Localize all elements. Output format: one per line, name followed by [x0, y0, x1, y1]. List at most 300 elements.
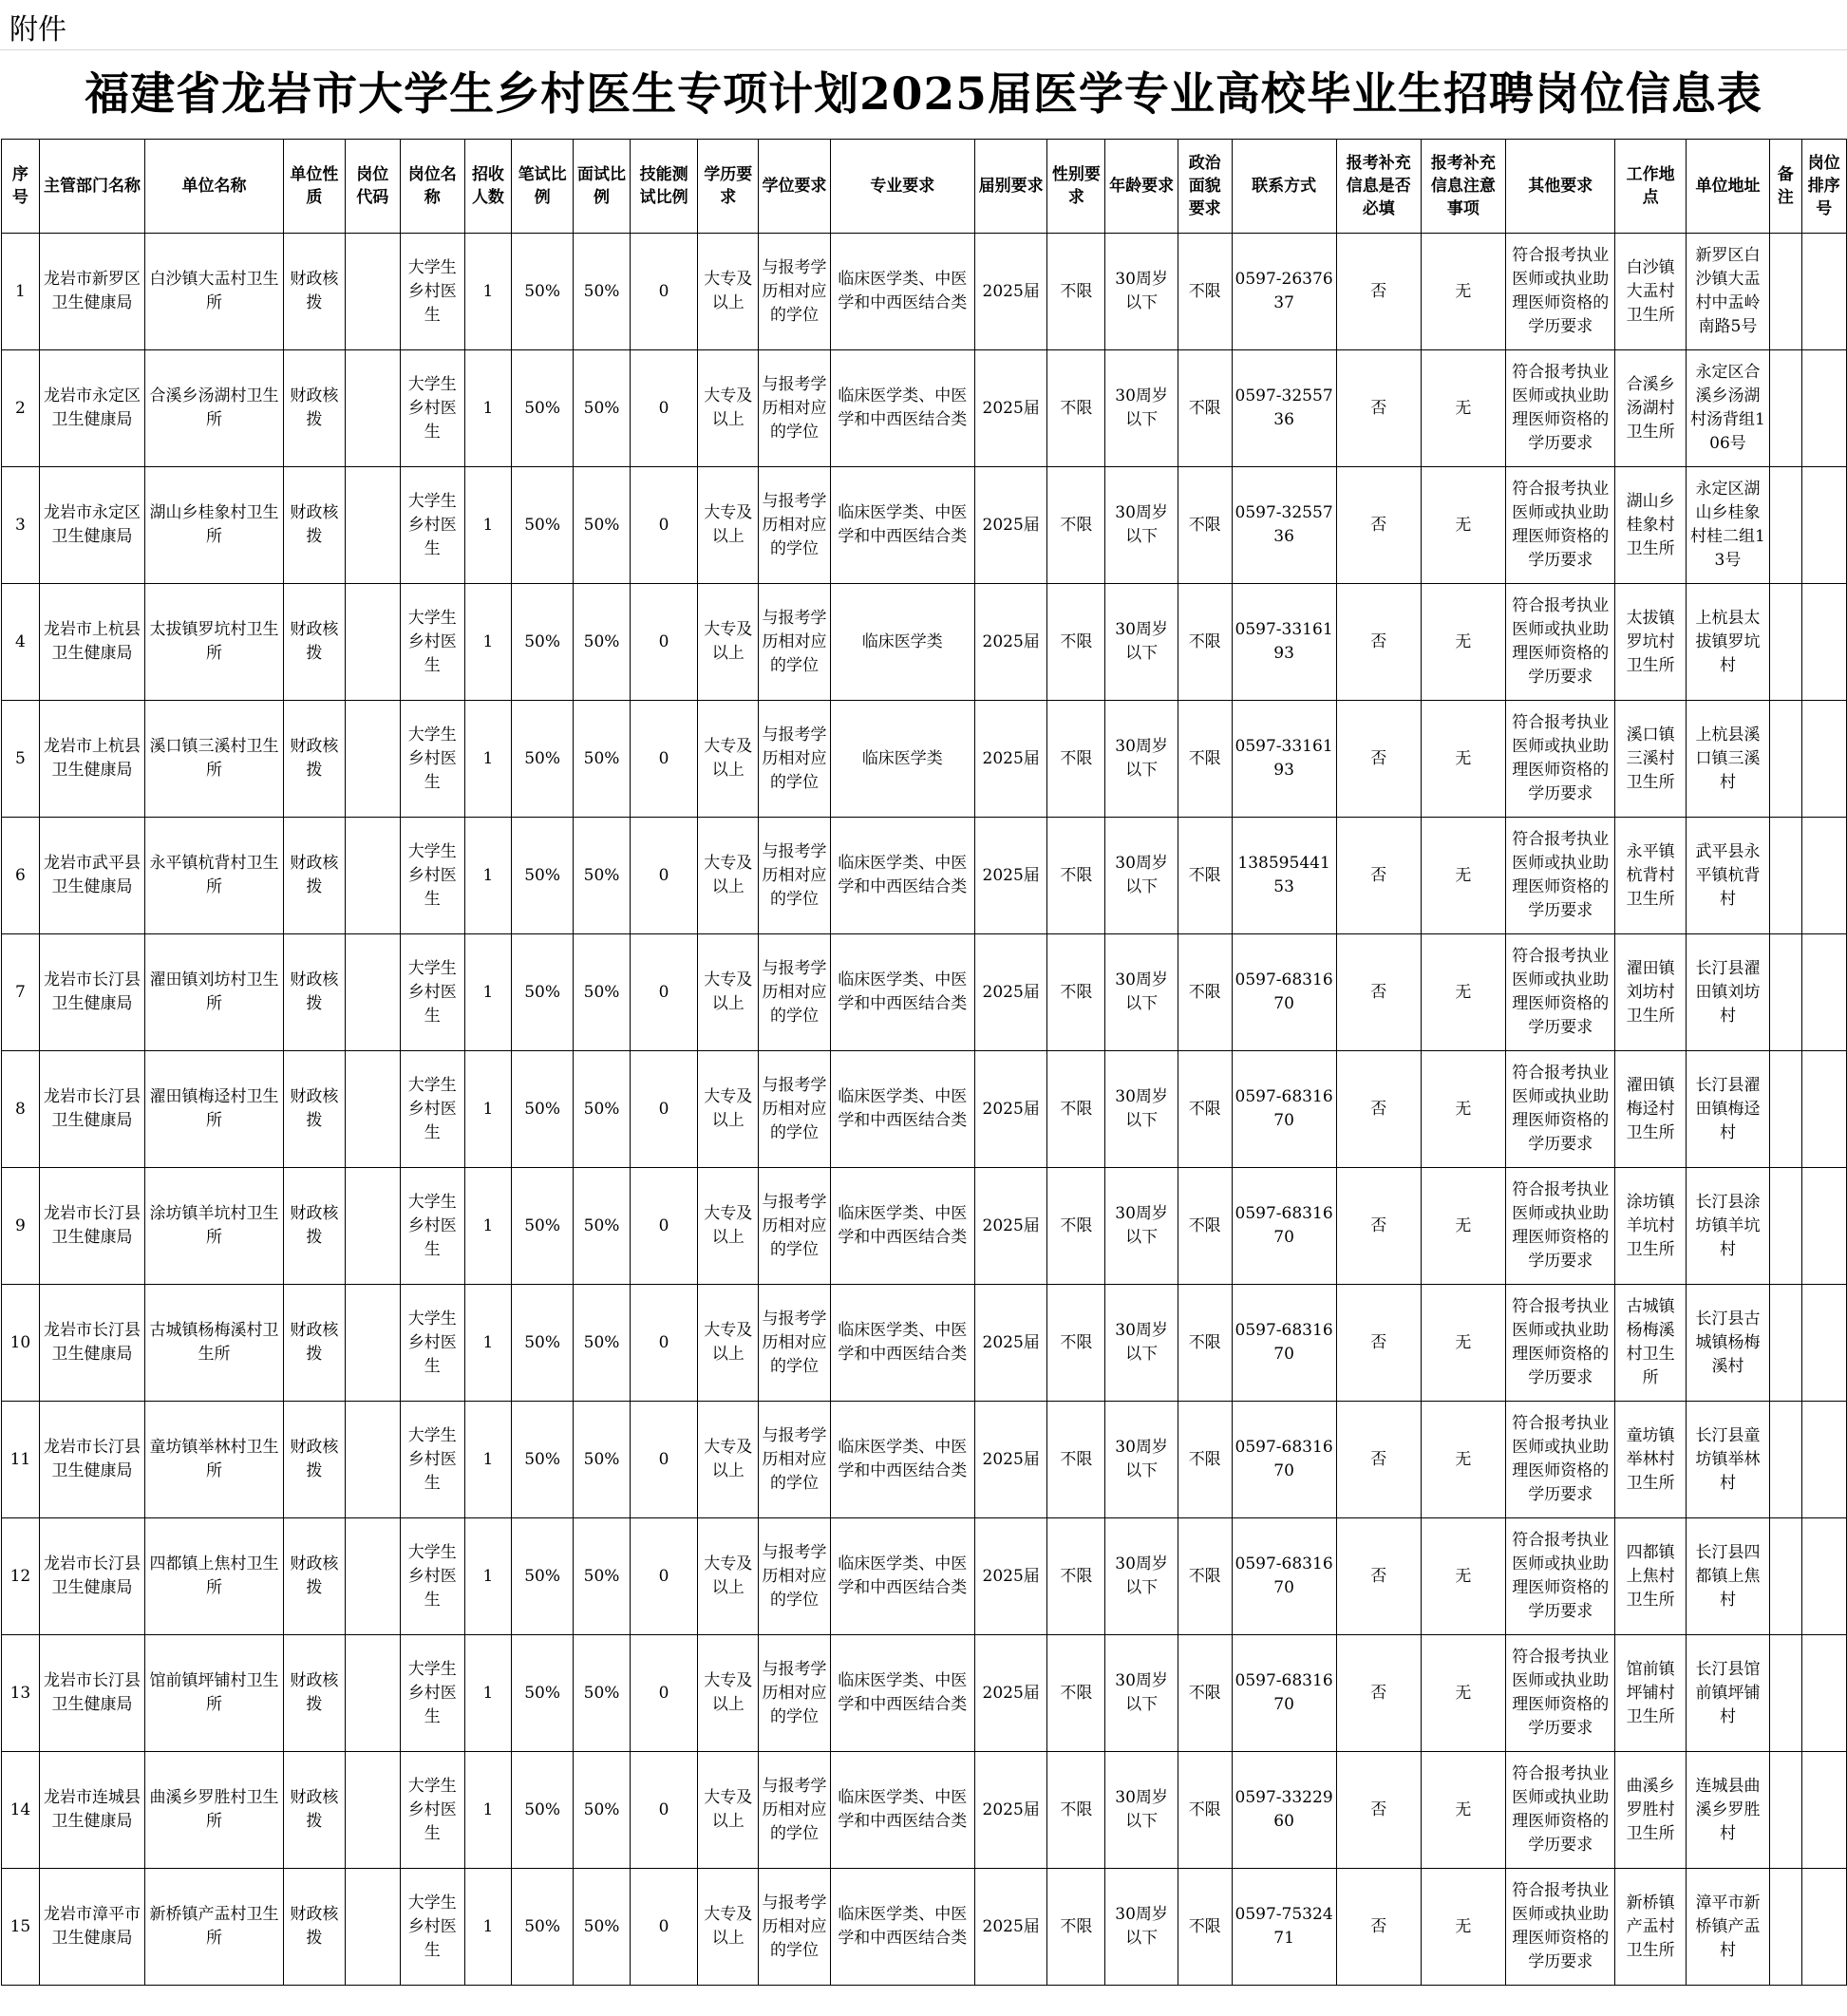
political-cell: 不限	[1178, 1752, 1232, 1869]
edu-cell: 大专及以上	[698, 467, 759, 584]
political-cell: 不限	[1178, 934, 1232, 1051]
workplace-cell: 涂坊镇羊坑村卫生所	[1615, 1168, 1686, 1285]
post-cell: 大学生乡村医生	[400, 934, 464, 1051]
remark-cell	[1770, 1752, 1802, 1869]
grad-cell: 2025届	[974, 584, 1047, 701]
dept-cell: 龙岩市新罗区卫生健康局	[39, 234, 144, 350]
gender-cell: 不限	[1047, 1635, 1105, 1752]
order-cell	[1801, 1752, 1846, 1869]
supp-notes-cell: 无	[1421, 1752, 1505, 1869]
workplace-cell: 四都镇上焦村卫生所	[1615, 1518, 1686, 1635]
unit-cell: 永平镇杭背村卫生所	[145, 818, 284, 934]
nature-cell: 财政核拨	[283, 1402, 345, 1518]
gender-cell: 不限	[1047, 1869, 1105, 1986]
order-cell	[1801, 1285, 1846, 1402]
dept-cell: 龙岩市长汀县卫生健康局	[39, 1285, 144, 1402]
degree-cell: 与报考学历相对应的学位	[759, 1869, 831, 1986]
gender-cell: 不限	[1047, 818, 1105, 934]
grad-cell: 2025届	[974, 818, 1047, 934]
political-cell: 不限	[1178, 1285, 1232, 1402]
header-dept: 主管部门名称	[39, 140, 144, 234]
grad-cell: 2025届	[974, 234, 1047, 350]
dept-cell: 龙岩市长汀县卫生健康局	[39, 1518, 144, 1635]
code-cell	[345, 1168, 400, 1285]
header-supp-notes: 报考补充信息注意事项	[1421, 140, 1505, 234]
degree-cell: 与报考学历相对应的学位	[759, 701, 831, 818]
post-cell: 大学生乡村医生	[400, 1869, 464, 1986]
num-cell: 1	[464, 1402, 511, 1518]
contact-cell: 0597-7532471	[1232, 1869, 1336, 1986]
political-cell: 不限	[1178, 467, 1232, 584]
workplace-cell: 新桥镇产盂村卫生所	[1615, 1869, 1686, 1986]
remark-cell	[1770, 1635, 1802, 1752]
supp-notes-cell: 无	[1421, 1051, 1505, 1168]
remark-cell	[1770, 818, 1802, 934]
written-ratio-cell: 50%	[512, 1402, 574, 1518]
header-written: 笔试比例	[512, 140, 574, 234]
skill-ratio-cell: 0	[630, 1518, 697, 1635]
edu-cell: 大专及以上	[698, 934, 759, 1051]
degree-cell: 与报考学历相对应的学位	[759, 1518, 831, 1635]
num-cell: 1	[464, 701, 511, 818]
grad-cell: 2025届	[974, 934, 1047, 1051]
supp-required-cell: 否	[1336, 701, 1421, 818]
dept-cell: 龙岩市长汀县卫生健康局	[39, 1168, 144, 1285]
num-cell: 1	[464, 1168, 511, 1285]
unit-cell: 童坊镇举林村卫生所	[145, 1402, 284, 1518]
table-row	[2, 1752, 1847, 1869]
degree-cell: 与报考学历相对应的学位	[759, 1635, 831, 1752]
nature-cell: 财政核拨	[283, 350, 345, 467]
skill-ratio-cell: 0	[630, 1402, 697, 1518]
other-req-cell: 符合报考执业医师或执业助理医师资格的学历要求	[1506, 934, 1615, 1051]
header-contact: 联系方式	[1232, 140, 1336, 234]
num-cell: 1	[464, 1635, 511, 1752]
supp-required-cell: 否	[1336, 234, 1421, 350]
age-cell: 30周岁以下	[1105, 234, 1178, 350]
num-cell: 1	[464, 934, 511, 1051]
skill-ratio-cell: 0	[630, 1869, 697, 1986]
skill-ratio-cell: 0	[630, 1051, 697, 1168]
seq-cell: 14	[2, 1752, 40, 1869]
annex-bar	[0, 0, 1847, 50]
degree-cell: 与报考学历相对应的学位	[759, 934, 831, 1051]
supp-notes-cell: 无	[1421, 234, 1505, 350]
remark-cell	[1770, 1051, 1802, 1168]
interview-ratio-cell: 50%	[574, 234, 631, 350]
written-ratio-cell: 50%	[512, 1518, 574, 1635]
unit-cell: 馆前镇坪铺村卫生所	[145, 1635, 284, 1752]
edu-cell: 大专及以上	[698, 1285, 759, 1402]
header-other: 其他要求	[1506, 140, 1615, 234]
grad-cell: 2025届	[974, 701, 1047, 818]
code-cell	[345, 818, 400, 934]
skill-ratio-cell: 0	[630, 934, 697, 1051]
table-row	[2, 934, 1847, 1051]
written-ratio-cell: 50%	[512, 467, 574, 584]
workplace-cell: 濯田镇刘坊村卫生所	[1615, 934, 1686, 1051]
other-req-cell: 符合报考执业医师或执业助理医师资格的学历要求	[1506, 1168, 1615, 1285]
supp-notes-cell: 无	[1421, 934, 1505, 1051]
major-cell: 临床医学类、中医学和中西医结合类	[830, 934, 974, 1051]
address-cell: 上杭县溪口镇三溪村	[1686, 701, 1769, 818]
address-cell: 长汀县古城镇杨梅溪村	[1686, 1285, 1769, 1402]
post-cell: 大学生乡村医生	[400, 1168, 464, 1285]
num-cell: 1	[464, 467, 511, 584]
political-cell: 不限	[1178, 1168, 1232, 1285]
address-cell: 新罗区白沙镇大盂村中盂岭南路5号	[1686, 234, 1769, 350]
seq-cell: 10	[2, 1285, 40, 1402]
written-ratio-cell: 50%	[512, 818, 574, 934]
num-cell: 1	[464, 1051, 511, 1168]
header-order: 岗位排序号	[1801, 140, 1846, 234]
gender-cell: 不限	[1047, 1285, 1105, 1402]
workplace-cell: 曲溪乡罗胜村卫生所	[1615, 1752, 1686, 1869]
major-cell: 临床医学类	[830, 701, 974, 818]
other-req-cell: 符合报考执业医师或执业助理医师资格的学历要求	[1506, 1051, 1615, 1168]
political-cell: 不限	[1178, 234, 1232, 350]
header-gender: 性别要求	[1047, 140, 1105, 234]
grad-cell: 2025届	[974, 467, 1047, 584]
gender-cell: 不限	[1047, 1518, 1105, 1635]
unit-cell: 濯田镇刘坊村卫生所	[145, 934, 284, 1051]
seq-cell: 3	[2, 467, 40, 584]
written-ratio-cell: 50%	[512, 350, 574, 467]
remark-cell	[1770, 467, 1802, 584]
contact-cell: 0597-6831670	[1232, 1402, 1336, 1518]
dept-cell: 龙岩市长汀县卫生健康局	[39, 1402, 144, 1518]
skill-ratio-cell: 0	[630, 818, 697, 934]
post-cell: 大学生乡村医生	[400, 1752, 464, 1869]
table-row	[2, 1635, 1847, 1752]
degree-cell: 与报考学历相对应的学位	[759, 1051, 831, 1168]
other-req-cell: 符合报考执业医师或执业助理医师资格的学历要求	[1506, 1635, 1615, 1752]
dept-cell: 龙岩市长汀县卫生健康局	[39, 1635, 144, 1752]
edu-cell: 大专及以上	[698, 234, 759, 350]
age-cell: 30周岁以下	[1105, 934, 1178, 1051]
written-ratio-cell: 50%	[512, 934, 574, 1051]
age-cell: 30周岁以下	[1105, 350, 1178, 467]
dept-cell: 龙岩市武平县卫生健康局	[39, 818, 144, 934]
header-supp-required: 报考补充信息是否必填	[1336, 140, 1421, 234]
major-cell: 临床医学类、中医学和中西医结合类	[830, 1285, 974, 1402]
contact-cell: 0597-6831670	[1232, 934, 1336, 1051]
age-cell: 30周岁以下	[1105, 701, 1178, 818]
dept-cell: 龙岩市上杭县卫生健康局	[39, 584, 144, 701]
edu-cell: 大专及以上	[698, 1051, 759, 1168]
nature-cell: 财政核拨	[283, 934, 345, 1051]
edu-cell: 大专及以上	[698, 1635, 759, 1752]
other-req-cell: 符合报考执业医师或执业助理医师资格的学历要求	[1506, 818, 1615, 934]
order-cell	[1801, 701, 1846, 818]
dept-cell: 龙岩市漳平市卫生健康局	[39, 1869, 144, 1986]
recruitment-table	[1, 139, 1847, 1986]
code-cell	[345, 1752, 400, 1869]
post-cell: 大学生乡村医生	[400, 350, 464, 467]
address-cell: 长汀县涂坊镇羊坑村	[1686, 1168, 1769, 1285]
remark-cell	[1770, 701, 1802, 818]
seq-cell: 2	[2, 350, 40, 467]
major-cell: 临床医学类、中医学和中西医结合类	[830, 1402, 974, 1518]
gender-cell: 不限	[1047, 1168, 1105, 1285]
workplace-cell: 濯田镇梅迳村卫生所	[1615, 1051, 1686, 1168]
address-cell: 长汀县馆前镇坪铺村	[1686, 1635, 1769, 1752]
nature-cell: 财政核拨	[283, 1285, 345, 1402]
written-ratio-cell: 50%	[512, 234, 574, 350]
dept-cell: 龙岩市连城县卫生健康局	[39, 1752, 144, 1869]
table-row	[2, 350, 1847, 467]
num-cell: 1	[464, 1869, 511, 1986]
interview-ratio-cell: 50%	[574, 584, 631, 701]
interview-ratio-cell: 50%	[574, 1869, 631, 1986]
remark-cell	[1770, 1402, 1802, 1518]
written-ratio-cell: 50%	[512, 1869, 574, 1986]
code-cell	[345, 1402, 400, 1518]
gender-cell: 不限	[1047, 1051, 1105, 1168]
skill-ratio-cell: 0	[630, 584, 697, 701]
major-cell: 临床医学类、中医学和中西医结合类	[830, 350, 974, 467]
supp-notes-cell: 无	[1421, 1168, 1505, 1285]
supp-notes-cell: 无	[1421, 1869, 1505, 1986]
table-row	[2, 1168, 1847, 1285]
degree-cell: 与报考学历相对应的学位	[759, 467, 831, 584]
remark-cell	[1770, 934, 1802, 1051]
supp-notes-cell: 无	[1421, 1518, 1505, 1635]
order-cell	[1801, 1635, 1846, 1752]
header-address: 单位地址	[1686, 140, 1769, 234]
age-cell: 30周岁以下	[1105, 1168, 1178, 1285]
table-row	[2, 1402, 1847, 1518]
age-cell: 30周岁以下	[1105, 1402, 1178, 1518]
other-req-cell: 符合报考执业医师或执业助理医师资格的学历要求	[1506, 234, 1615, 350]
header-age: 年龄要求	[1105, 140, 1178, 234]
seq-cell: 6	[2, 818, 40, 934]
age-cell: 30周岁以下	[1105, 584, 1178, 701]
unit-cell: 合溪乡汤湖村卫生所	[145, 350, 284, 467]
other-req-cell: 符合报考执业医师或执业助理医师资格的学历要求	[1506, 1402, 1615, 1518]
degree-cell: 与报考学历相对应的学位	[759, 1285, 831, 1402]
header-row	[2, 140, 1847, 234]
post-cell: 大学生乡村医生	[400, 234, 464, 350]
code-cell	[345, 701, 400, 818]
order-cell	[1801, 1869, 1846, 1986]
remark-cell	[1770, 234, 1802, 350]
dept-cell: 龙岩市长汀县卫生健康局	[39, 934, 144, 1051]
post-cell: 大学生乡村医生	[400, 1635, 464, 1752]
seq-cell: 1	[2, 234, 40, 350]
other-req-cell: 符合报考执业医师或执业助理医师资格的学历要求	[1506, 350, 1615, 467]
workplace-cell: 湖山乡桂象村卫生所	[1615, 467, 1686, 584]
table-body	[2, 234, 1847, 1986]
header-nature: 单位性质	[283, 140, 345, 234]
table-row	[2, 1869, 1847, 1986]
contact-cell: 0597-6831670	[1232, 1051, 1336, 1168]
political-cell: 不限	[1178, 701, 1232, 818]
other-req-cell: 符合报考执业医师或执业助理医师资格的学历要求	[1506, 1285, 1615, 1402]
other-req-cell: 符合报考执业医师或执业助理医师资格的学历要求	[1506, 701, 1615, 818]
supp-required-cell: 否	[1336, 1752, 1421, 1869]
seq-cell: 11	[2, 1402, 40, 1518]
gender-cell: 不限	[1047, 467, 1105, 584]
nature-cell: 财政核拨	[283, 1752, 345, 1869]
remark-cell	[1770, 1285, 1802, 1402]
nature-cell: 财政核拨	[283, 584, 345, 701]
political-cell: 不限	[1178, 818, 1232, 934]
age-cell: 30周岁以下	[1105, 1752, 1178, 1869]
edu-cell: 大专及以上	[698, 1752, 759, 1869]
contact-cell: 0597-2637637	[1232, 234, 1336, 350]
written-ratio-cell: 50%	[512, 1635, 574, 1752]
interview-ratio-cell: 50%	[574, 818, 631, 934]
annex-label: 附件	[9, 13, 66, 47]
gender-cell: 不限	[1047, 584, 1105, 701]
unit-cell: 湖山乡桂象村卫生所	[145, 467, 284, 584]
order-cell	[1801, 350, 1846, 467]
degree-cell: 与报考学历相对应的学位	[759, 1752, 831, 1869]
header-major: 专业要求	[830, 140, 974, 234]
written-ratio-cell: 50%	[512, 1168, 574, 1285]
code-cell	[345, 1051, 400, 1168]
workplace-cell: 永平镇杭背村卫生所	[1615, 818, 1686, 934]
contact-cell: 0597-3322960	[1232, 1752, 1336, 1869]
address-cell: 长汀县濯田镇梅迳村	[1686, 1051, 1769, 1168]
grad-cell: 2025届	[974, 1402, 1047, 1518]
age-cell: 30周岁以下	[1105, 818, 1178, 934]
major-cell: 临床医学类、中医学和中西医结合类	[830, 1635, 974, 1752]
age-cell: 30周岁以下	[1105, 1051, 1178, 1168]
interview-ratio-cell: 50%	[574, 1402, 631, 1518]
table-row	[2, 467, 1847, 584]
code-cell	[345, 934, 400, 1051]
other-req-cell: 符合报考执业医师或执业助理医师资格的学历要求	[1506, 1752, 1615, 1869]
supp-required-cell: 否	[1336, 584, 1421, 701]
major-cell: 临床医学类	[830, 584, 974, 701]
table-row	[2, 584, 1847, 701]
post-cell: 大学生乡村医生	[400, 1051, 464, 1168]
code-cell	[345, 350, 400, 467]
unit-cell: 溪口镇三溪村卫生所	[145, 701, 284, 818]
header-num: 招收人数	[464, 140, 511, 234]
contact-cell: 0597-6831670	[1232, 1635, 1336, 1752]
grad-cell: 2025届	[974, 1518, 1047, 1635]
edu-cell: 大专及以上	[698, 818, 759, 934]
unit-cell: 新桥镇产盂村卫生所	[145, 1869, 284, 1986]
political-cell: 不限	[1178, 1051, 1232, 1168]
major-cell: 临床医学类、中医学和中西医结合类	[830, 1869, 974, 1986]
interview-ratio-cell: 50%	[574, 934, 631, 1051]
code-cell	[345, 584, 400, 701]
address-cell: 武平县永平镇杭背村	[1686, 818, 1769, 934]
table-row	[2, 1051, 1847, 1168]
dept-cell: 龙岩市长汀县卫生健康局	[39, 1051, 144, 1168]
contact-cell: 13859544153	[1232, 818, 1336, 934]
post-cell: 大学生乡村医生	[400, 701, 464, 818]
supp-required-cell: 否	[1336, 1168, 1421, 1285]
workplace-cell: 白沙镇大盂村卫生所	[1615, 234, 1686, 350]
address-cell: 永定区湖山乡桂象村桂二组13号	[1686, 467, 1769, 584]
unit-cell: 涂坊镇羊坑村卫生所	[145, 1168, 284, 1285]
degree-cell: 与报考学历相对应的学位	[759, 1168, 831, 1285]
post-cell: 大学生乡村医生	[400, 1518, 464, 1635]
interview-ratio-cell: 50%	[574, 1051, 631, 1168]
remark-cell	[1770, 584, 1802, 701]
age-cell: 30周岁以下	[1105, 1518, 1178, 1635]
political-cell: 不限	[1178, 1869, 1232, 1986]
supp-required-cell: 否	[1336, 1285, 1421, 1402]
workplace-cell: 溪口镇三溪村卫生所	[1615, 701, 1686, 818]
major-cell: 临床医学类、中医学和中西医结合类	[830, 1518, 974, 1635]
supp-notes-cell: 无	[1421, 584, 1505, 701]
nature-cell: 财政核拨	[283, 467, 345, 584]
code-cell	[345, 1285, 400, 1402]
interview-ratio-cell: 50%	[574, 1752, 631, 1869]
order-cell	[1801, 234, 1846, 350]
supp-required-cell: 否	[1336, 1051, 1421, 1168]
address-cell: 长汀县童坊镇举林村	[1686, 1402, 1769, 1518]
interview-ratio-cell: 50%	[574, 1518, 631, 1635]
supp-notes-cell: 无	[1421, 1285, 1505, 1402]
address-cell: 连城县曲溪乡罗胜村	[1686, 1752, 1769, 1869]
contact-cell: 0597-6831670	[1232, 1285, 1336, 1402]
header-grad: 届别要求	[974, 140, 1047, 234]
age-cell: 30周岁以下	[1105, 1869, 1178, 1986]
contact-cell: 0597-3255736	[1232, 350, 1336, 467]
seq-cell: 4	[2, 584, 40, 701]
political-cell: 不限	[1178, 584, 1232, 701]
edu-cell: 大专及以上	[698, 350, 759, 467]
skill-ratio-cell: 0	[630, 234, 697, 350]
nature-cell: 财政核拨	[283, 818, 345, 934]
code-cell	[345, 1869, 400, 1986]
code-cell	[345, 1518, 400, 1635]
table-row	[2, 234, 1847, 350]
header-political: 政治面貌要求	[1178, 140, 1232, 234]
workplace-cell: 合溪乡汤湖村卫生所	[1615, 350, 1686, 467]
code-cell	[345, 234, 400, 350]
major-cell: 临床医学类、中医学和中西医结合类	[830, 467, 974, 584]
grad-cell: 2025届	[974, 1051, 1047, 1168]
age-cell: 30周岁以下	[1105, 467, 1178, 584]
num-cell: 1	[464, 350, 511, 467]
written-ratio-cell: 50%	[512, 1752, 574, 1869]
supp-required-cell: 否	[1336, 934, 1421, 1051]
interview-ratio-cell: 50%	[574, 350, 631, 467]
dept-cell: 龙岩市上杭县卫生健康局	[39, 701, 144, 818]
order-cell	[1801, 1168, 1846, 1285]
interview-ratio-cell: 50%	[574, 467, 631, 584]
edu-cell: 大专及以上	[698, 1402, 759, 1518]
edu-cell: 大专及以上	[698, 701, 759, 818]
header-code: 岗位代码	[345, 140, 400, 234]
grad-cell: 2025届	[974, 1285, 1047, 1402]
header-seq: 序号	[2, 140, 40, 234]
supp-notes-cell: 无	[1421, 467, 1505, 584]
interview-ratio-cell: 50%	[574, 1635, 631, 1752]
nature-cell: 财政核拨	[283, 234, 345, 350]
order-cell	[1801, 1051, 1846, 1168]
supp-required-cell: 否	[1336, 1869, 1421, 1986]
address-cell: 长汀县濯田镇刘坊村	[1686, 934, 1769, 1051]
num-cell: 1	[464, 1518, 511, 1635]
supp-required-cell: 否	[1336, 1518, 1421, 1635]
code-cell	[345, 467, 400, 584]
table-row	[2, 701, 1847, 818]
major-cell: 临床医学类、中医学和中西医结合类	[830, 1752, 974, 1869]
document-title: 福建省龙岩市大学生乡村医生专项计划2025届医学专业高校毕业生招聘岗位信息表	[85, 68, 1762, 121]
remark-cell	[1770, 1168, 1802, 1285]
header-skill: 技能测试比例	[630, 140, 697, 234]
major-cell: 临床医学类、中医学和中西医结合类	[830, 1051, 974, 1168]
